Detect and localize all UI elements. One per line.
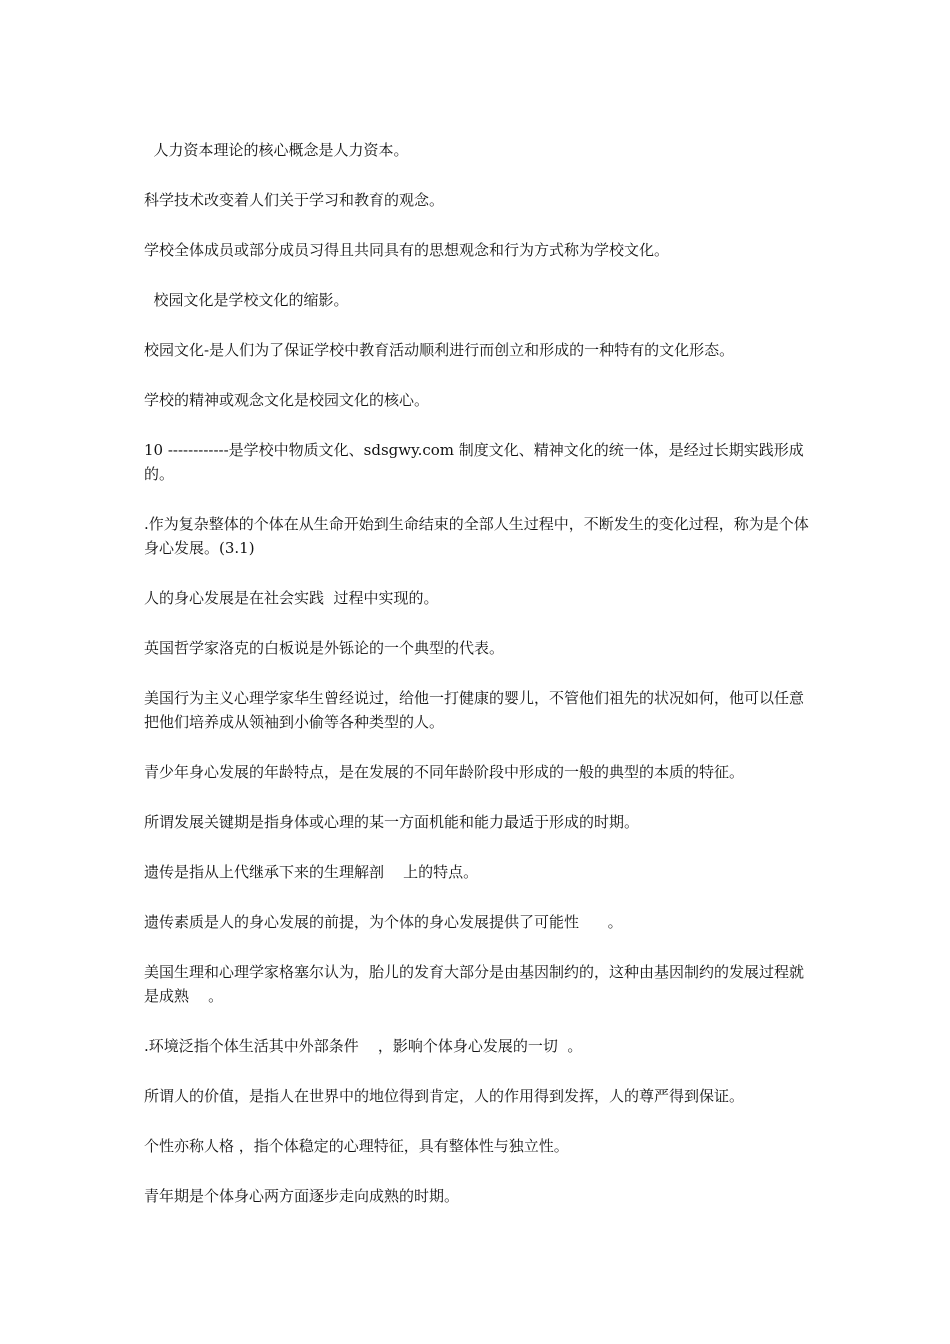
paragraph-14: 遗传是指从上代继承下来的生理解剖 上的特点。 [144,863,479,881]
paragraph-16: 美国生理和心理学家格塞尔认为，胎儿的发育大部分是由基因制约的，这种由基因制约的发展过程就是成熟 。 [144,963,805,1005]
paragraph-8: .作为复杂整体的个体在从生命开始到生命结束的全部人生过程中，不断发生的变化过程，称为是个体身心发展。(3.1) [144,515,809,557]
paragraph-18: 所谓人的价值，是指人在世界中的地位得到肯定，人的作用得到发挥，人的尊严得到保证。 [144,1087,745,1105]
paragraph-13: 所谓发展关键期是指身体或心理的某一方面机能和能力最适于形成的时期。 [144,813,640,831]
paragraph-6: 学校的精神或观念文化是校园文化的核心。 [144,391,430,409]
paragraph-7: 10 ------------是学校中物质文化、sdsgwy.com 制度文化、精神文化的统一体，是经过长期实践形成的。 [144,441,804,483]
paragraph-10: 英国哲学家洛克的白板说是外铄论的一个典型的代表。 [144,639,505,657]
paragraph-4: 校园文化是学校文化的缩影。 [144,291,349,309]
paragraph-2: 科学技术改变着人们关于学习和教育的观念。 [144,191,445,209]
paragraph-20: 青年期是个体身心两方面逐步走向成熟的时期。 [144,1187,460,1205]
paragraph-11: 美国行为主义心理学家华生曾经说过，给他一打健康的婴儿，不管他们祖先的状况如何，他可以任意把他们培养成从领袖到小偷等各种类型的人。 [144,689,805,731]
paragraph-9: 人的身心发展是在社会实践 过程中实现的。 [144,589,439,607]
paragraph-12: 青少年身心发展的年龄特点，是在发展的不同年龄阶段中形成的一般的典型的本质的特征。 [144,763,745,781]
paragraph-5: 校园文化-是人们为了保证学校中教育活动顺利进行而创立和形成的一种特有的文化形态。 [144,341,735,359]
paragraph-1: 人力资本理论的核心概念是人力资本。 [144,141,409,159]
paragraph-17: .环境泛指个体生活其中外部条件 ，影响个体身心发展的一切 。 [144,1037,583,1055]
document-body [144,138,814,1234]
paragraph-19: 个性亦称人格 ，指个体稳定的心理特征，具有整体性与独立性。 [144,1137,569,1155]
paragraph-15: 遗传素质是人的身心发展的前提，为个体的身心发展提供了可能性 。 [144,913,623,931]
paragraph-3: 学校全体成员或部分成员习得且共同具有的思想观念和行为方式称为学校文化。 [144,241,670,259]
